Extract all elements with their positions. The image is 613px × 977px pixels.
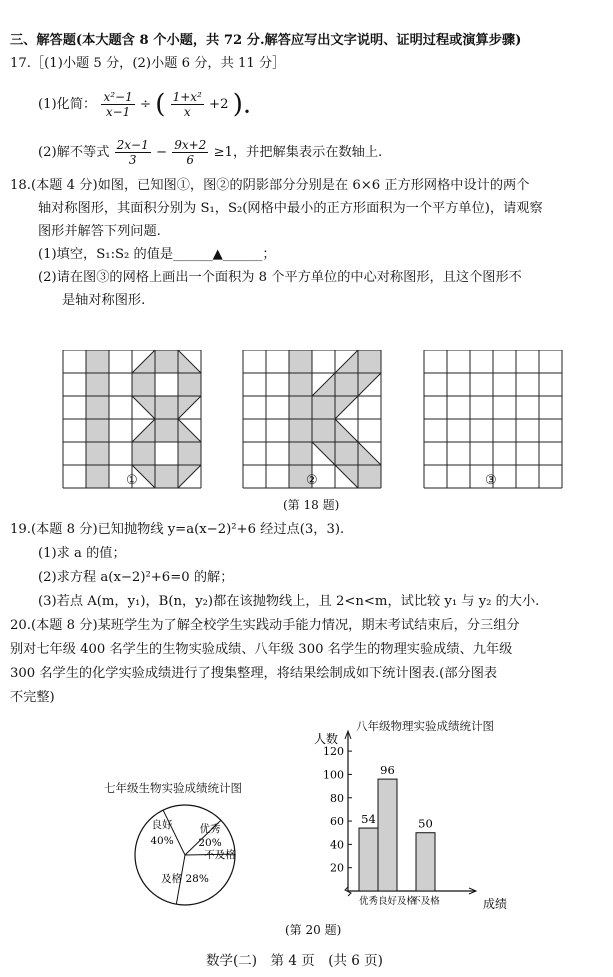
q17-p2-frac1-den: 3: [128, 153, 137, 167]
bar-1: [378, 779, 397, 891]
bar-3: [416, 833, 435, 891]
q17-p1-prefix: (1)化简：: [38, 97, 97, 112]
q20-line2: 别对七年级 400 名学生的生物实验成绩、八年级 300 名学生的物理实验成绩、九年级: [10, 642, 513, 657]
q17-part1: [38, 88, 251, 122]
pie-label-2: 不及格: [204, 849, 236, 861]
bar-ytick-label-4: 100: [323, 768, 344, 782]
bar-xlabel: 成绩: [483, 897, 508, 911]
bar-ytick-label-1: 40: [330, 838, 344, 852]
bar-ytick-label-5: 120: [323, 745, 344, 759]
q17-p1-frac1: [101, 90, 134, 119]
section-heading: 三、解答题(本大题含 8 个小题，共 72 分.解答应写出文字说明、证明过程或演算步骤): [10, 33, 522, 48]
q17-part2: [38, 136, 382, 170]
bar-ytick-label-2: 60: [330, 815, 344, 829]
q20-caption: (第 20 题): [285, 923, 342, 937]
bar-value-label-0: 54: [361, 812, 376, 827]
fig2-lower-diagonal: [312, 419, 381, 488]
q17-p1-frac1-num: x²−1: [103, 90, 133, 104]
bar-ytick-label-0: 20: [330, 861, 344, 875]
q17-p1-frac2-num: 1+x²: [172, 90, 202, 104]
q20-line3: 300 名学生的化学实验成绩进行了搜集整理，将结果绘制成如下统计图表.(部分图表: [10, 666, 498, 681]
bar-ylabel: 人数: [314, 732, 339, 746]
pie-label-0: 良好: [151, 819, 173, 831]
fig2-label: ②: [306, 473, 318, 488]
q17-p2-frac2-num: 9x+2: [174, 138, 207, 152]
pie-chart: [130, 800, 240, 910]
bar-chart: [300, 725, 530, 915]
q18-line6: 是轴对称图形.: [62, 293, 146, 308]
q17-p1-plus: +2: [209, 97, 229, 112]
q18-line4: (1)填空，S₁:S₂ 的值是______▲______；: [38, 247, 276, 262]
bar-value-label-1: 96: [380, 763, 395, 778]
q17-p1-div: ÷: [139, 97, 151, 112]
q17-header: 17.［(1)小题 5 分，(2)小题 6 分，共 11 分］: [10, 56, 286, 71]
q18-caption: (第 18 题): [283, 498, 340, 512]
pie-label-3: 及格 28%: [161, 873, 209, 885]
q17-p2-minus: −: [155, 145, 167, 160]
bar-value-label-3: 50: [418, 816, 433, 831]
q17-p2-frac2-den: 6: [186, 153, 195, 167]
q20-line1: 20.(本题 8 分)某班学生为了解全校学生实践动手能力情况，期末考试结束后，分三组分: [10, 618, 520, 633]
q19-line1: 19.(本题 8 分)已知抛物线 y=a(x−2)²+6 经过点(3，3).: [10, 522, 345, 537]
bar-0: [359, 828, 378, 891]
bar-category-1: 良好: [377, 896, 398, 907]
q17-p2-prefix: (2)解不等式: [38, 145, 110, 160]
figure-1-grid: [63, 350, 201, 488]
page-footer: 数学(二) 第 4 页 (共 6 页): [206, 953, 383, 969]
bar-category-3: 不及格: [411, 896, 440, 907]
q19-line3: (2)求方程 a(x−2)²+6=0 的解；: [38, 570, 234, 585]
q18-line3: 图形并解答下列问题.: [38, 224, 161, 239]
q17-p2-frac1: [115, 138, 151, 167]
pie-pct-1: 20%: [198, 837, 222, 849]
fig1-label: ①: [126, 473, 138, 488]
fig2-upper-diagonal: [312, 350, 381, 419]
figure-2-grid: [243, 350, 381, 488]
q18-line1: 18.(本题 4 分)如图，已知图①，图②的阴影部分分别是在 6×6 正方形网格中设计的两个: [10, 178, 530, 193]
q20-line4: 不完整): [10, 690, 55, 705]
fig3-label: ③: [485, 473, 497, 488]
q17-p1-rparen: ).: [232, 89, 252, 120]
q17-p1-frac2: [171, 90, 204, 119]
q18-line2: 轴对称图形，其面积分别为 S₁，S₂(网格中最小的正方形面积为一个平方单位)，请观察: [38, 201, 543, 216]
bar-category-0: 优秀: [358, 896, 379, 907]
bar-category-2: 及格: [396, 896, 417, 907]
pie-title: 七年级生物实验成绩统计图: [104, 781, 242, 795]
q17-p1-lparen: (: [155, 89, 166, 120]
q19-line4: (3)若点 A(m，y₁)，B(n，y₂)都在该抛物线上，且 2<n<m，试比较 y₁ 与 y₂ 的大小.: [38, 594, 540, 609]
q17-p2-frac2: [172, 138, 208, 167]
q17-p2-frac1-num: 2x−1: [116, 138, 149, 152]
q18-line5: (2)请在图③的网格上画出一个面积为 8 个平方单位的中心对称图形，且这个图形不: [38, 270, 522, 285]
q17-p1-frac1-den: x−1: [105, 105, 131, 119]
fig1-eight-hole-top: [155, 373, 178, 396]
figure-3-grid: [424, 350, 562, 488]
fig1-eight-hole-bottom: [155, 442, 178, 465]
q17-p1-frac2-den: x: [183, 105, 191, 119]
pie-pct-0: 40%: [150, 835, 174, 847]
q17-p2-suffix: ≥1，并把解集表示在数轴上.: [213, 145, 383, 160]
pie-label-1: 优秀: [199, 823, 221, 835]
q18-figures: [0, 350, 613, 490]
bar-ytick-label-3: 80: [330, 791, 344, 805]
bar-title: 八年级物理实验成绩统计图: [356, 719, 494, 733]
q19-line2: (1)求 a 的值；: [38, 546, 126, 561]
